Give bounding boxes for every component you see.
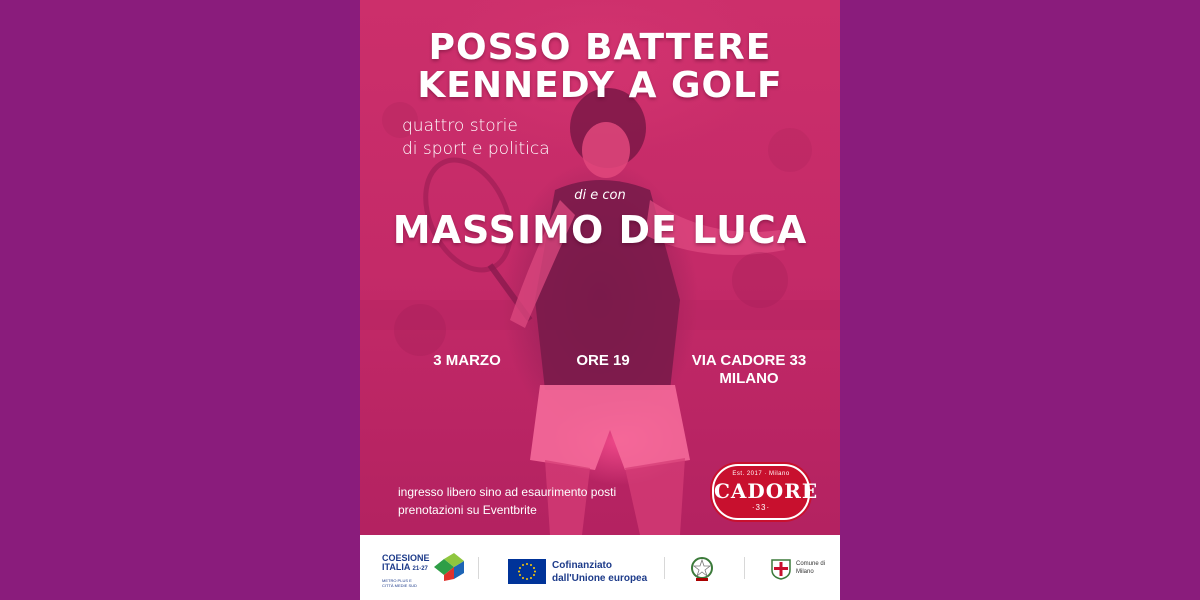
event-address — [674, 352, 824, 388]
subtitle-line1: quattro storie — [402, 116, 518, 136]
eu-flag-icon — [508, 559, 546, 584]
italian-republic-emblem-icon — [690, 556, 714, 582]
cadore-logo — [712, 464, 819, 520]
milano-crest-icon — [770, 556, 792, 580]
sponsor-footer — [360, 535, 840, 600]
cadore-logo-tagline: Est. 2017 · Milano — [732, 471, 790, 477]
footer-divider — [744, 557, 745, 579]
cadore-logo-number: ·33· — [751, 503, 771, 512]
footer-divider — [478, 557, 479, 579]
by-line: di e con — [574, 188, 626, 203]
coesione-cube-icon — [432, 553, 466, 581]
event-date: 3 MARZO — [433, 352, 501, 369]
coesione-years: 21-27 — [412, 566, 428, 572]
coesione-small-text: METRO PLUS E CITTÀ MEDIE SUD — [382, 578, 417, 588]
author-name: MASSIMO DE LUCA — [392, 208, 808, 252]
eu-line1: Cofinanziato — [552, 560, 612, 571]
address-line2: MILANO — [719, 370, 779, 387]
entry-note: ingresso libero sino ad esaurimento posti — [398, 485, 617, 499]
event-poster — [360, 0, 840, 600]
event-time: ORE 19 — [576, 352, 630, 369]
coesione-line1: COESIONE — [382, 553, 430, 563]
subtitle-line2: di sport e politica — [402, 139, 550, 159]
address-line1: VIA CADORE 33 — [691, 352, 807, 369]
coesione-line2: ITALIA — [382, 562, 410, 572]
booking-note: prenotazioni su Eventbrite — [398, 503, 537, 517]
comune-milano-text — [796, 560, 825, 576]
poster-title-line2: KENNEDY A GOLF — [417, 65, 783, 106]
comune-line2: Milano — [796, 569, 814, 575]
eu-line2: dall'Unione europea — [552, 573, 648, 584]
poster-title-line1: POSSO BATTERE — [428, 27, 772, 68]
footer-divider — [664, 557, 665, 579]
eu-cofunding-text — [552, 559, 647, 585]
cadore-logo-name: CADORE — [714, 479, 819, 503]
comune-line1: Comune di — [796, 561, 826, 567]
